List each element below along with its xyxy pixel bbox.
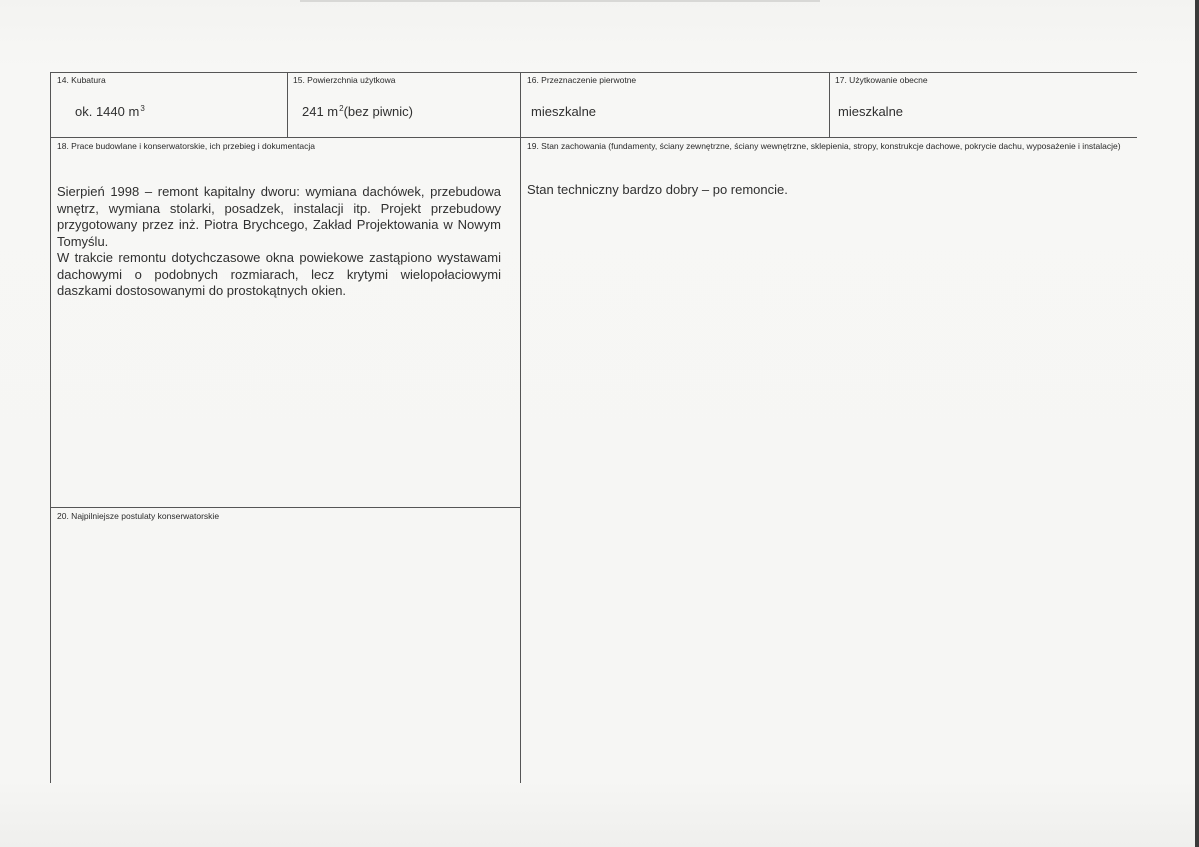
field-17-value: mieszkalne bbox=[838, 104, 904, 119]
field-18-paragraph-1: Sierpień 1998 – remont kapitalny dworu: wymiana dachówek, przebudowa wnętrz, wymiana stolarki, posadzek, instalacji itp. Projekt przebudowy przygotowany przez inż. Piotra Brychcego, Zakład Projektowania w Nowym Tomyślu. bbox=[57, 184, 501, 249]
field-15-value-text: 241 m bbox=[302, 104, 339, 119]
field-18-text bbox=[57, 184, 501, 300]
form-field20-top-rule bbox=[50, 507, 520, 508]
form-col-divider-3 bbox=[829, 72, 830, 137]
field-18-paragraph-2: W trakcie remontu dotychczasowe okna powiekowe zastąpiono wystawami dachowymi o podobnych rozmiarach, lecz krytymi wielopołaciowymi daszkami dostosowanymi do prostokątnych okien. bbox=[57, 250, 501, 298]
field-19-label: 19. Stan zachowania (fundamenty, ściany zewnętrzne, ściany wewnętrzne, sklepienia, stropy, konstrukcje dachowe, pokrycie dachu, wyposażenie i instalacje) bbox=[527, 141, 1121, 151]
form-col-divider-1 bbox=[287, 72, 288, 137]
field-15-label: 15. Powierzchnia użytkowa bbox=[293, 75, 396, 85]
field-14-value-text: ok. 1440 m bbox=[75, 104, 140, 119]
field-15-value bbox=[302, 104, 413, 120]
scan-edge-right bbox=[1195, 0, 1199, 847]
field-15-value-exponent: 2 bbox=[339, 104, 344, 113]
field-14-value-exponent: 3 bbox=[140, 104, 145, 113]
form-row1-bottom-rule bbox=[50, 137, 1137, 138]
field-20-label: 20. Najpilniejsze postulaty konserwatorskie bbox=[57, 511, 220, 521]
field-16-value: mieszkalne bbox=[531, 104, 597, 119]
field-14-label: 14. Kubatura bbox=[57, 75, 106, 85]
scan-edge-top bbox=[300, 0, 820, 2]
form-col-divider-center bbox=[520, 72, 521, 783]
form-top-rule bbox=[50, 72, 1137, 73]
field-14-value bbox=[75, 104, 145, 120]
field-16-label: 16. Przeznaczenie pierwotne bbox=[527, 75, 637, 85]
field-15-value-suffix: (bez piwnic) bbox=[343, 104, 413, 119]
field-18-label: 18. Prace budowlane i konserwatorskie, ich przebieg i dokumentacja bbox=[57, 141, 315, 151]
form-left-rule bbox=[50, 72, 51, 783]
field-19-value: Stan techniczny bardzo dobry – po remoncie. bbox=[527, 182, 788, 197]
field-17-label: 17. Użytkowanie obecne bbox=[835, 75, 928, 85]
